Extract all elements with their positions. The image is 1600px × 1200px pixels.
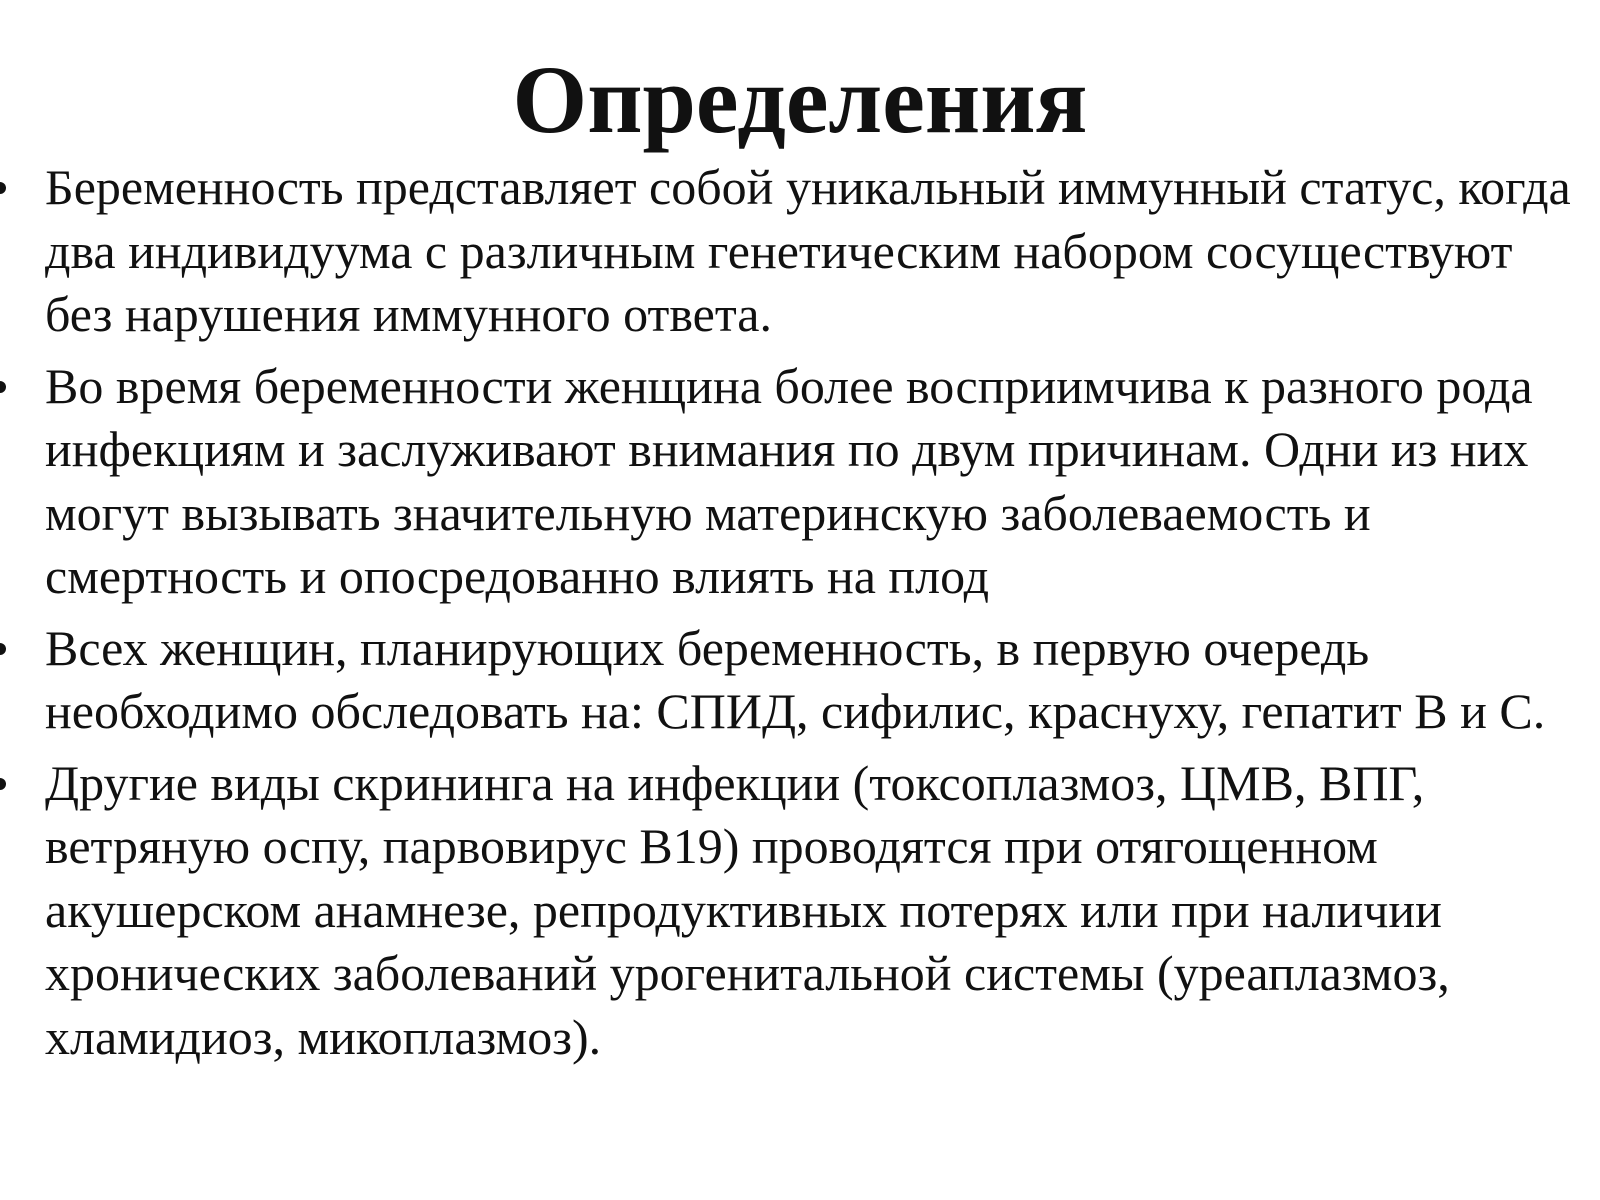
bullet-text: Всех женщин, планирующих беременность, в первую очередь необходимо обследовать на: СПИД, сифилис, краснуху, гепатит В и С. (45, 619, 1546, 739)
bullet-dot-icon (0, 643, 6, 655)
bullet-item-required-screening (0, 617, 1600, 744)
bullet-item-infection-susceptibility (0, 355, 1600, 609)
bullet-list (0, 156, 1600, 1077)
slide-title: Определения (512, 46, 1088, 153)
bullet-item-pregnancy-immune-status (0, 156, 1600, 347)
bullet-item-other-screening (0, 752, 1600, 1070)
bullet-text: Другие виды скрининга на инфекции (токсоплазмоз, ЦМВ, ВПГ, ветряную оспу, парвовирус В19) проводятся при отягощенном акушерском анамнезе, репродуктивных потерях или при наличии хронических заболеваний урогенитальной системы (уреаплазмоз, хламидиоз, микоплазмоз). (45, 754, 1450, 1065)
bullet-text: Во время беременности женщина более восприимчива к разного рода инфекциям и заслуживают внимания по двум причинам. Одни из них могут вызывать значительную материнскую заболеваемость и смертность и опосредованно влиять на плод (45, 357, 1533, 604)
bullet-text: Беременность представляет собой уникальный иммунный статус, когда два индивидуума с различным генетическим набором сосуществуют без нарушения иммунного ответа. (45, 159, 1571, 342)
bullet-dot-icon (0, 778, 6, 790)
bullet-dot-icon (0, 381, 6, 393)
bullet-dot-icon (0, 182, 6, 194)
